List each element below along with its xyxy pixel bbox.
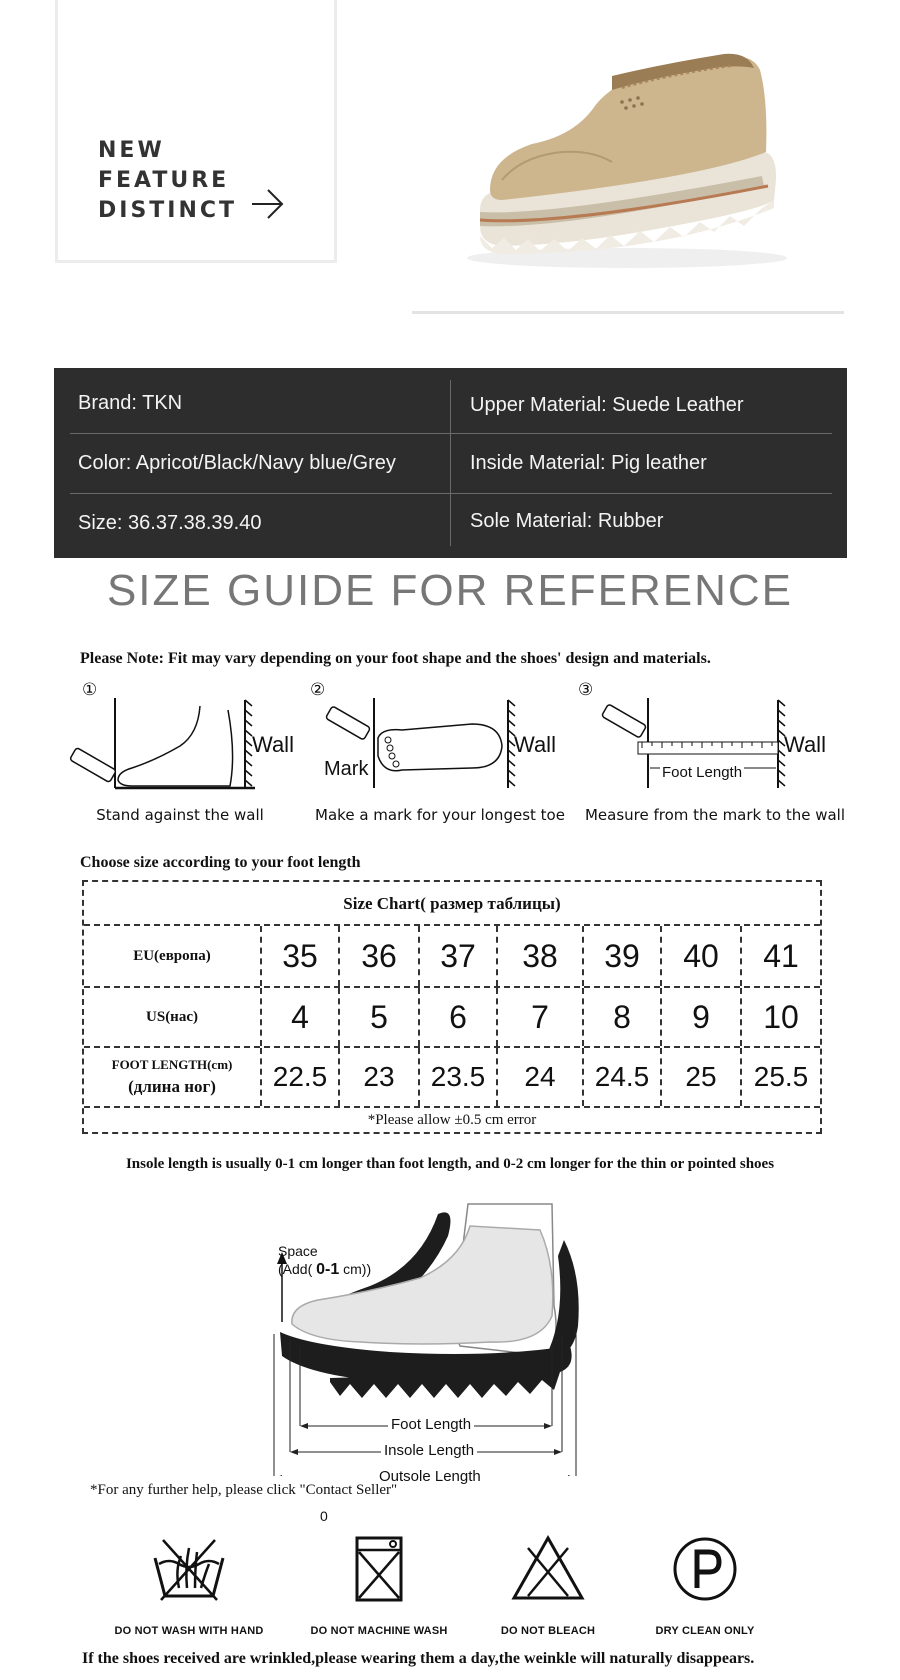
table-cell: 9 (662, 988, 742, 1046)
care-item (294, 1534, 464, 1637)
table-cell: 40 (662, 926, 742, 986)
fit-note: Please Note: Fit may vary depending on your foot shape and the shoes' design and materials. (80, 650, 711, 667)
dry-clean-only-icon (665, 1534, 745, 1604)
step-number: ② (310, 680, 326, 700)
size-chart-footnote: *Please allow ±0.5 cm error (84, 1106, 820, 1132)
stand-against-wall-illustration (60, 694, 260, 794)
hand-wash-crossed-icon (149, 1534, 229, 1604)
table-cell: 24 (498, 1048, 584, 1106)
tagline-line-2: FEATURE (98, 168, 230, 193)
tagline-line-1: NEW (98, 138, 165, 163)
spec-upper-material: Upper Material: Suede Leather (470, 394, 744, 416)
table-cell: 23.5 (420, 1048, 498, 1106)
spec-color: Color: Apricot/Black/Navy blue/Grey (78, 452, 396, 474)
table-cell: 7 (498, 988, 584, 1046)
specs-row-divider (70, 493, 832, 494)
table-cell: 6 (420, 988, 498, 1046)
step-number: ① (82, 680, 98, 700)
care-label: DO NOT BLEACH (500, 1625, 596, 1637)
table-cell: 22.5 (262, 1048, 340, 1106)
mark-label: Mark (324, 758, 369, 780)
care-item (620, 1534, 790, 1637)
wall-label: Wall (784, 732, 826, 757)
spec-inside-material: Inside Material: Pig leather (470, 452, 707, 474)
table-cell: 25.5 (753, 1061, 809, 1092)
row-label: US(нас) (84, 988, 262, 1046)
table-cell: 38 (498, 926, 584, 986)
step-caption: Make a mark for your longest toe (315, 806, 565, 824)
stray-mark: 0 (320, 1508, 328, 1524)
row-label: FOOT LENGTH(cm) (длина ног) (84, 1048, 262, 1106)
care-item (463, 1534, 633, 1637)
table-cell: 24.5 (584, 1048, 662, 1106)
table-cell: 41 (763, 937, 799, 974)
specs-row-divider (70, 433, 832, 434)
table-cell: 25 (662, 1048, 742, 1106)
table-row (84, 988, 820, 1046)
size-chart-title: Size Chart( размер таблицы) (84, 882, 820, 926)
outsole-length-label: Outsole Length (376, 1468, 484, 1485)
choose-size-note: Choose size according to your foot length (80, 854, 361, 871)
insole-length-label: Insole Length (381, 1442, 477, 1459)
hero-divider (412, 311, 844, 314)
wall-label: Wall (514, 732, 556, 757)
shoe-length-diagram (270, 1196, 590, 1476)
row-label: EU(европа) (84, 926, 262, 986)
step-caption: Measure from the mark to the wall (584, 806, 845, 824)
bleach-crossed-icon (508, 1534, 588, 1604)
table-cell: 5 (340, 988, 420, 1046)
spec-brand: Brand: TKN (78, 392, 183, 414)
spec-size: Size: 36.37.38.39.40 (78, 512, 262, 534)
table-cell: 4 (262, 988, 340, 1046)
step-number: ③ (578, 680, 594, 700)
product-specs-panel (54, 368, 847, 558)
feature-tagline (98, 136, 237, 226)
table-cell: 39 (584, 926, 662, 986)
foot-length-label: Foot Length (388, 1416, 474, 1433)
wall-label: Wall (252, 732, 294, 757)
arrow-right-icon[interactable] (250, 188, 286, 220)
care-label: DO NOT WASH WITH HAND (114, 1625, 264, 1637)
contact-seller-note: *For any further help, please click "Contact Seller" (90, 1482, 398, 1498)
size-chart-table (82, 880, 822, 1134)
machine-wash-crossed-icon (339, 1534, 419, 1604)
space-label: Space (Add( 0-1 cm)) (278, 1243, 372, 1278)
table-cell: 37 (420, 926, 498, 986)
table-cell: 23 (340, 1048, 420, 1106)
tagline-line-3: DISTINCT (98, 198, 238, 223)
insole-note: Insole length is usually 0-1 cm longer than foot length, and 0-2 cm longer for the thin or pointed shoes (125, 1156, 775, 1172)
table-cell: 36 (340, 926, 420, 986)
step-caption: Stand against the wall (96, 806, 264, 824)
product-image (462, 40, 792, 280)
size-guide-title: SIZE GUIDE FOR REFERENCE (106, 566, 794, 615)
care-label: DRY CLEAN ONLY (655, 1625, 755, 1637)
table-cell: 8 (584, 988, 662, 1046)
spec-sole-material: Sole Material: Rubber (470, 510, 664, 532)
table-cell: 35 (262, 926, 340, 986)
specs-column-divider (450, 380, 451, 546)
care-label: DO NOT MACHINE WASH (310, 1625, 448, 1637)
foot-length-label: Foot Length (662, 764, 743, 781)
table-row (84, 926, 820, 986)
care-item (104, 1534, 274, 1637)
wrinkle-note: If the shoes received are wrinkled,please wearing them a day,the weinkle will naturally disappears. (82, 1650, 755, 1667)
table-cell: 10 (763, 998, 799, 1035)
table-row (84, 1048, 820, 1106)
